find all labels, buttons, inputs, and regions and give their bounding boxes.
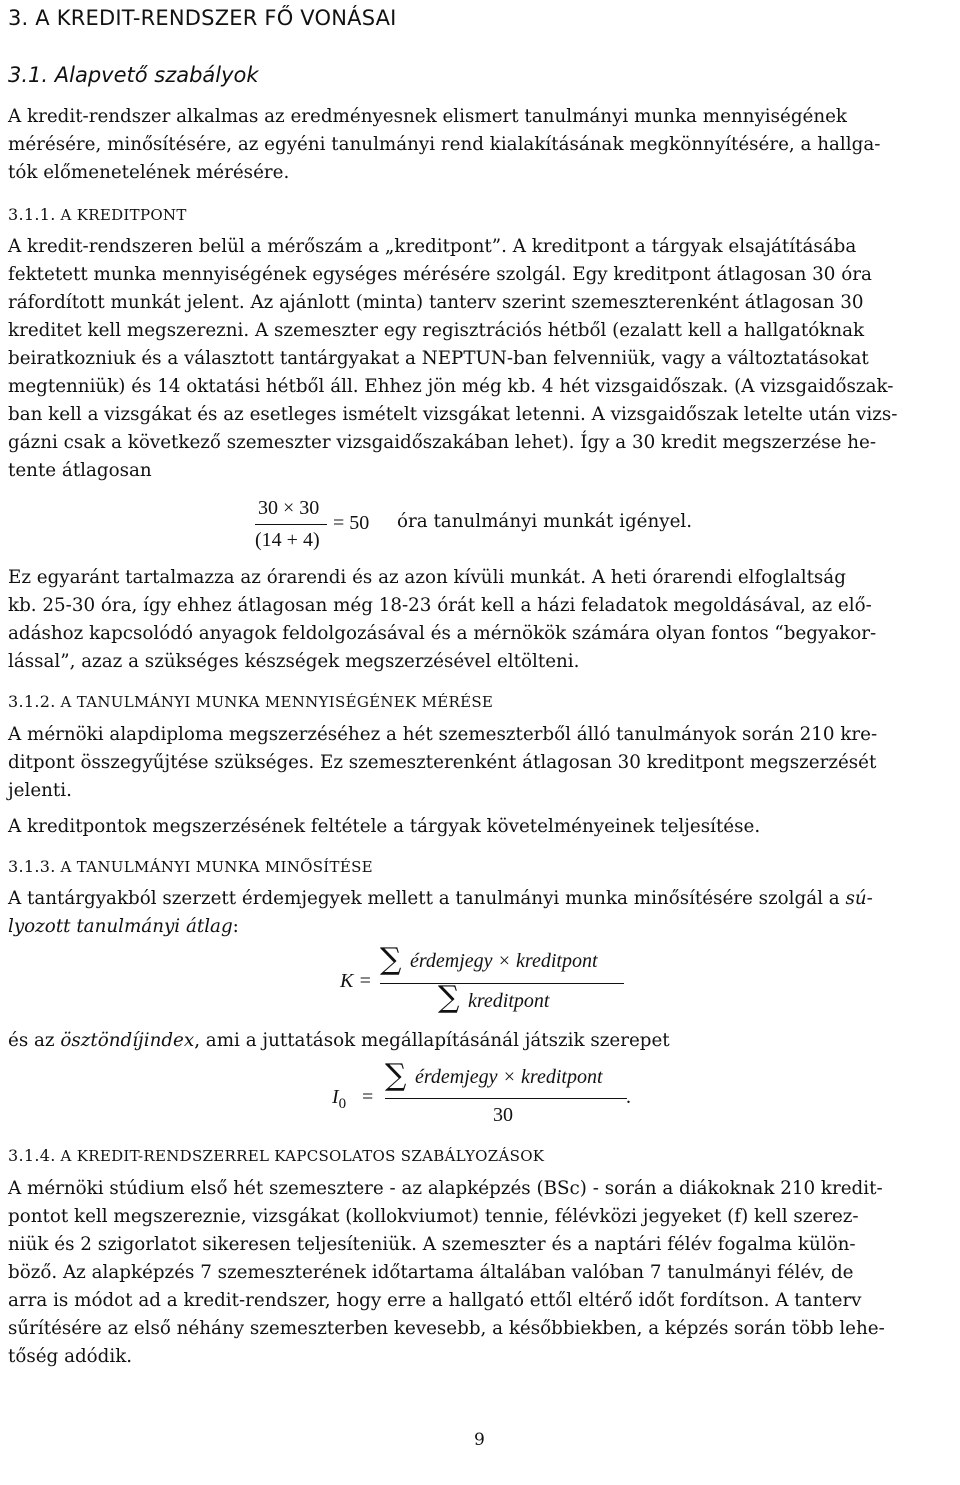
paragraph-line: ditpont összegyűjtése szükséges. Ez szemeszterenként átlagosan 30 kreditpont megszerzését [8, 752, 877, 773]
paragraph-line: megtenniük) és 14 oktatási hétből áll. Ehhez jön még kb. 4 hét vizsgaidőszak. (A vizsgaidőszak- [8, 376, 894, 397]
paragraph-line [8, 1027, 956, 1055]
workload-paragraph [8, 564, 956, 676]
fraction-bar [380, 983, 624, 984]
subsection-number: 3.1.1. [8, 205, 56, 224]
formula-numerator: 30 × 30 [258, 497, 320, 519]
paragraph-line: kb. 25-30 óra, így ehhez átlagosan még 18-23 órát kell a házi feladatok megoldásával, az elő- [8, 595, 872, 616]
paragraph-line: pontot kell megszereznie, vizsgákat (kollokviumot) tennie, félévközi jegyeket (f) kell szerez- [8, 1206, 859, 1227]
paragraph-line: gázni csak a következő szemeszter vizsgaidőszakában lehet). Így a 30 kredit megszerzése he- [8, 432, 877, 453]
paragraph-line: tőség adódik. [8, 1346, 133, 1367]
paragraph-line: kreditet kell megszerezni. A szemeszter egy regisztrációs hétből (ezalatt kell a hallgatóknak [8, 320, 865, 341]
i-formula-lhs [332, 1086, 346, 1113]
sum-symbol: ∑ [438, 980, 460, 1015]
paragraph-line: A kredit-rendszeren belül a mérőszám a „kreditpont”. A kreditpont a tárgyak elsajátításába [8, 236, 857, 257]
subsection-heading [8, 1146, 544, 1165]
szabalyozasok-paragraph [8, 1175, 956, 1371]
osztondijindex-paragraph [8, 1027, 956, 1055]
text-run: A tantárgyakból szerzett érdemjegyek mellett a tanulmányi munka minősítésére szolgál a [8, 888, 846, 909]
i-formula-denominator: 30 [493, 1104, 513, 1126]
sum-symbol: ∑ [380, 942, 402, 977]
intro-paragraph [8, 103, 956, 187]
paragraph-line: Ez egyaránt tartalmazza az órarendi és az azon kívüli munkát. A heti órarendi elfoglaltság [8, 567, 846, 588]
paragraph-line: A mérnöki stúdium első hét szemesztere - az alapképzés (BSc) - során a diákoknak 210 kredit- [8, 1178, 883, 1199]
chapter-heading: 3. A KREDIT-RENDSZER FŐ VONÁSAI [8, 6, 397, 30]
i-formula-numerator: érdemjegy × kreditpont [415, 1066, 603, 1088]
i-formula-subscript: 0 [338, 1096, 347, 1112]
kreditpont-condition-paragraph [8, 813, 956, 841]
paragraph-line: mérésére, minősítésére, az egyéni tanulmányi rend kialakításának megkönnyítésére, a hallga- [8, 134, 881, 155]
k-formula-lhs: K = [340, 970, 372, 992]
paragraph-line: adáshoz kapcsolódó anyagok feldolgozásával és a mérnökök számára olyan fontos “begyakor- [8, 623, 877, 644]
page-number: 9 [474, 1430, 485, 1450]
subsection-heading [8, 205, 187, 224]
paragraph-line: niük és 2 szigorlatot sikeresen teljesíteniük. A szemeszter és a naptári félév fogalma külön- [8, 1234, 856, 1255]
section-heading: 3.1. Alapvető szabályok [8, 63, 259, 87]
paragraph-line: böző. Az alapképzés 7 szemeszterének időtartama általában valóban 7 tanulmányi félév, de [8, 1262, 854, 1283]
subsection-title: A TANULMÁNYI MUNKA MINŐSÍTÉSE [60, 858, 373, 876]
i-formula-equals: = [362, 1086, 374, 1108]
paragraph-line: sűrítésére az első néhány szemeszterben kevesebb, a későbbiekben, a képzés során több lehe- [8, 1318, 885, 1339]
text-run: , ami a juttatások megállapításánál játszik szerepet [194, 1030, 670, 1051]
subsection-number: 3.1.3. [8, 857, 56, 876]
subsection-title: A KREDIT-RENDSZERREL KAPCSOLATOS SZABÁLYOZÁSOK [60, 1147, 545, 1165]
subsection-number: 3.1.4. [8, 1146, 56, 1165]
paragraph-line: A mérnöki alapdiploma megszerzéséhez a hét szemeszterből álló tanulmányok során 210 kre- [8, 724, 878, 745]
paragraph-line: fektetett munka mennyiségének egységes mérésére szolgál. Egy kreditpont átlagosan 30 óra [8, 264, 872, 285]
text-run: és az [8, 1030, 61, 1051]
k-formula-denominator: kreditpont [468, 990, 550, 1012]
subsection-heading [8, 857, 373, 876]
subsection-title: A KREDITPONT [60, 206, 187, 224]
sum-symbol: ∑ [385, 1058, 407, 1093]
italic-term: sú- [845, 888, 873, 909]
paragraph-line: beiratkozniuk és a választott tantárgyakat a NEPTUN-ban felvenniük, vagy a változtatásokat [8, 348, 869, 369]
paragraph-line: tók előmenetelének mérésére. [8, 162, 290, 183]
paragraph-line: jelenti. [8, 780, 72, 801]
paragraph-line: A kreditpontok megszerzésének feltétele a tárgyak követelményeinek teljesítése. [8, 816, 761, 837]
fraction-bar [255, 524, 327, 525]
paragraph-line [8, 885, 956, 913]
k-formula-numerator: érdemjegy × kreditpont [410, 950, 598, 972]
paragraph-line: ráfordított munkát jelent. Az ajánlott (minta) tanterv szerint szemeszterenként átlagosan 30 [8, 292, 864, 313]
subsection-number: 3.1.2. [8, 692, 56, 711]
munka-mennyiseg-paragraph [8, 721, 956, 805]
formula-denominator: (14 + 4) [255, 529, 320, 551]
formula-text: óra tanulmányi munkát igényel. [397, 511, 693, 532]
kreditpont-paragraph [8, 233, 956, 485]
italic-term: lyozott tanulmányi átlag [8, 916, 233, 937]
subsection-heading [8, 692, 493, 711]
paragraph-line: tente átlagosan [8, 460, 152, 481]
minosites-paragraph [8, 885, 956, 941]
italic-term: ösztöndíjindex [60, 1030, 195, 1051]
i-formula-symbol: I [332, 1086, 339, 1108]
i-formula-period: . [626, 1086, 631, 1108]
paragraph-line [8, 913, 956, 941]
paragraph-line: arra is módot ad a kredit-rendszer, hogy erre a hallgató ettől eltérő időt fordítson. A tanterv [8, 1290, 862, 1311]
fraction-bar [385, 1098, 627, 1099]
text-run: : [232, 916, 239, 937]
paragraph-line: lással”, azaz a szükséges készségek megszerzésével eltölteni. [8, 651, 580, 672]
paragraph-line: ban kell a vizsgákat és az esetleges ismételt vizsgákat letenni. A vizsgaidőszak letelte után vizs- [8, 404, 898, 425]
paragraph-line: A kredit-rendszer alkalmas az eredményesnek elismert tanulmányi munka mennyiségének [8, 106, 848, 127]
subsection-title: A TANULMÁNYI MUNKA MENNYISÉGÉNEK MÉRÉSE [60, 693, 494, 711]
formula-result: = 50 [333, 512, 370, 534]
